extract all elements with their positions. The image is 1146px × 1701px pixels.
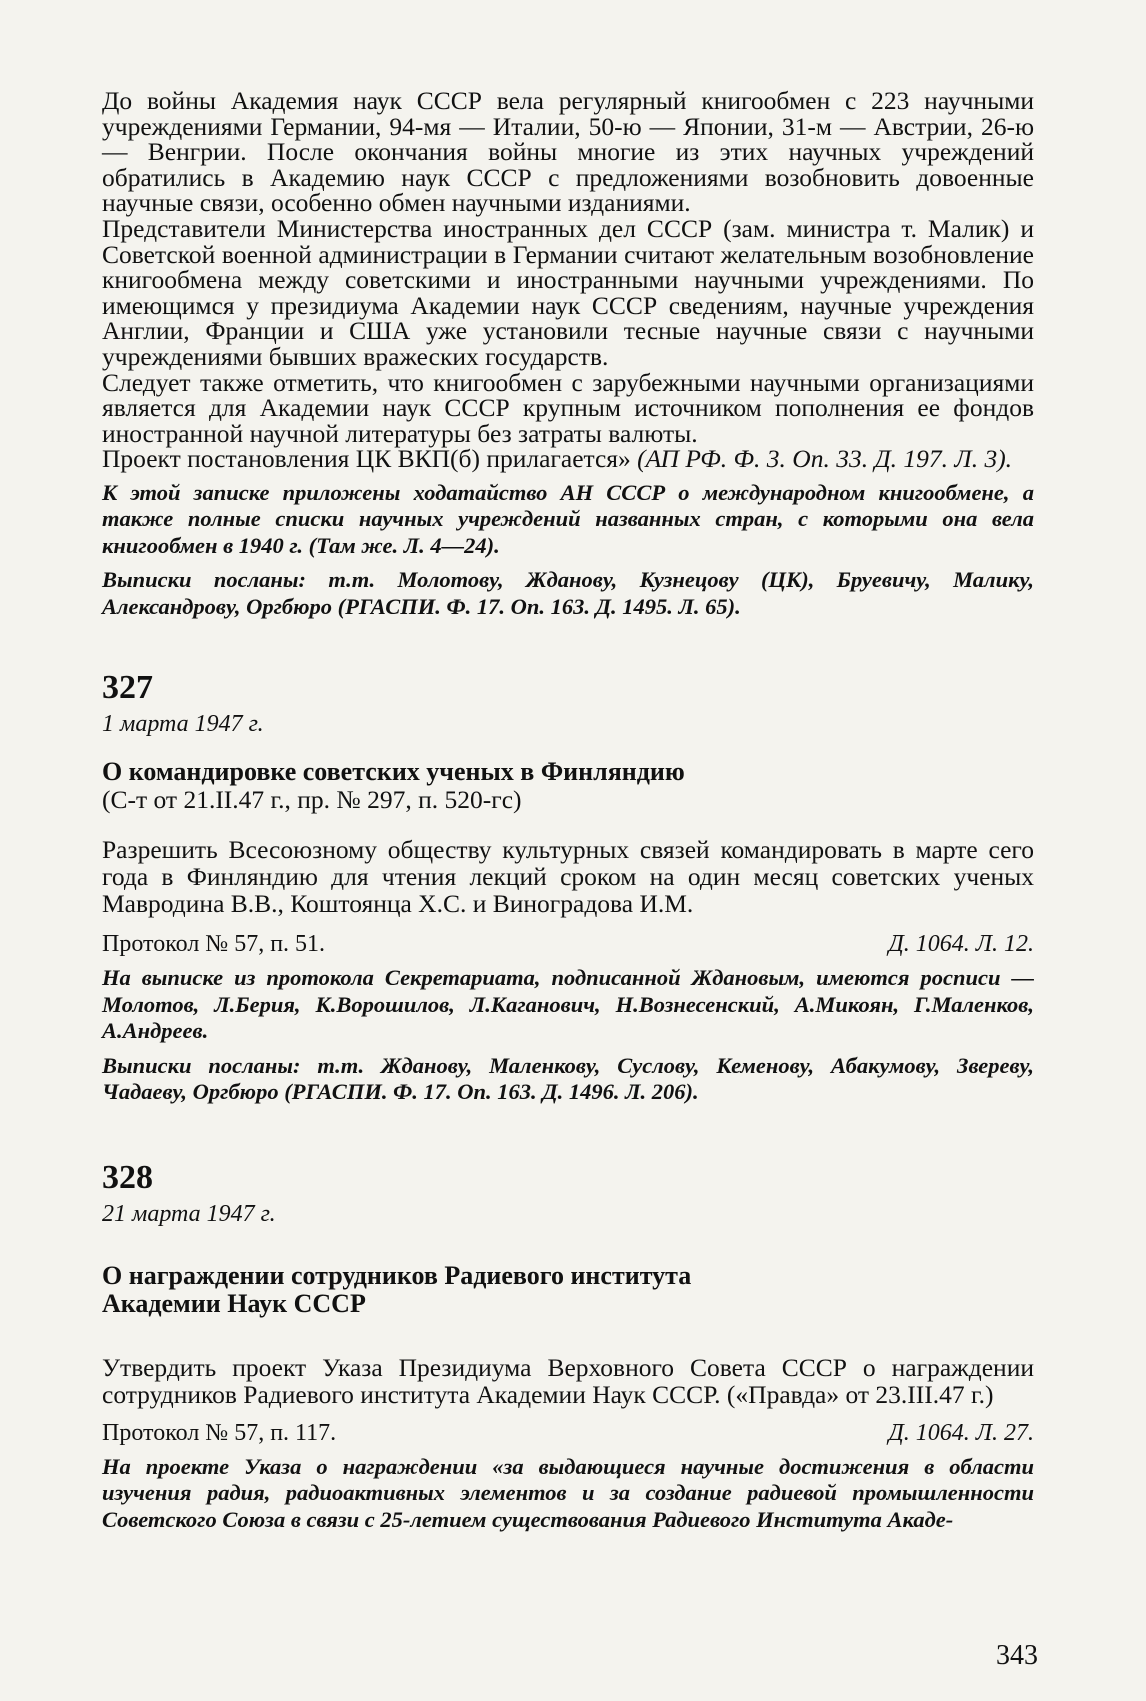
note-327-2: Выписки посланы: т.т. Жданову, Маленкову, Суслову, Кеменову, Абакумову, Звереву, Чадаеву, Оргбюро (РГАСПИ. Ф. 17. Оп. 163. Д. 1496. Л. 206). xyxy=(102,1052,1034,1105)
resolution-327: Разрешить Всесоюзному обществу культурных связей командировать в марте сего года в Финляндию для чтения лекций сроком на один месяц советских ученых Мавродина В.В., Коштоянца Х.С. и Виноградова И.М. xyxy=(102,835,1034,919)
intro-note-1: К этой записке приложены ходатайство АН СССР о международном книгообмене, а также полные списки научных учреждений названных стран, с которыми она вела книгообмен в 1940 г. (Там же. Л. 4—24). xyxy=(102,479,1034,558)
resolution-328: Утвердить проект Указа Президиума Верховного Совета СССР о награждении сотрудников Радиевого института Академии Наук СССР. («Правда» от 23.III.47 г.) xyxy=(102,1352,1034,1409)
protocol-line-328 xyxy=(102,1420,1034,1446)
document-number-328: 328 xyxy=(102,1158,153,1196)
document-title-327: О командировке советских ученых в Финляндию xyxy=(102,757,685,787)
document-title-328-line2: Академии Наук СССР xyxy=(102,1288,366,1318)
archive-reference: (АП РФ. Ф. 3. Оп. 33. Д. 197. Л. 3). xyxy=(637,444,1013,474)
intro-note-2: Выписки посланы: т.т. Молотову, Жданову, Кузнецову (ЦК), Бруевичу, Малику, Александрову, Оргбюро (РГАСПИ. Ф. 17. Оп. 163. Д. 1495. Л. 65). xyxy=(102,567,1034,619)
reference-328: Д. 1064. Л. 27. xyxy=(888,1419,1034,1446)
protocol-327: Протокол № 57, п. 51. xyxy=(102,931,326,958)
protocol-328: Протокол № 57, п. 117. xyxy=(102,1419,337,1446)
intro-paragraph-2: Представители Министерства иностранных дел СССР (зам. министра т. Малик) и Советской военной администрации в Германии считают желательным возобновление книгообмена между советскими и иностранными научными учреждениями. По имеющимся у президиума Академии наук СССР сведениям, научные учреждения Англии, Франции и США уже установили тесные научные связи с научными учреждениями бывших вражеских государств. xyxy=(102,213,1034,371)
intro-paragraph-4 xyxy=(102,446,1034,472)
document-number-327: 327 xyxy=(102,669,153,707)
page-number: 343 xyxy=(996,1640,1038,1671)
page-body xyxy=(102,88,1034,1533)
intro-paragraph-4-text: Проект постановления ЦК ВКП(б) прилагается» xyxy=(102,444,638,474)
intro-paragraph-3: Следует также отметить, что книгообмен с зарубежными научными организациями является для Академии наук СССР крупным источником пополнения ее фондов иностранной научной литературы без затраты валюты. xyxy=(102,367,1034,448)
document-title-328-line1: О награждении сотрудников Радиевого института xyxy=(102,1260,692,1290)
document-date-327: 1 марта 1947 г. xyxy=(102,711,264,738)
note-327-1: На выписке из протокола Секретариата, подписанной Ждановым, имеются росписи — Молотов, Л.Берия, К.Ворошилов, Л.Каганович, Н.Вознесенский, А.Микоян, Г.Маленков, А.Андреев. xyxy=(102,965,1034,1044)
document-date-328: 21 марта 1947 г. xyxy=(102,1200,276,1227)
intro-paragraph-1: До войны Академия наук СССР вела регулярный книгообмен с 223 научными учреждениями Германии, 94-мя — Италии, 50-ю — Японии, 31-м — Австрии, 26-ю — Венгрии. После окончания войны многие из этих научных учреждений обратились в Академию наук СССР с предложениями возобновить довоенные научные связи, особенно обмен научными изданиями. xyxy=(102,86,1034,218)
reference-327: Д. 1064. Л. 12. xyxy=(888,931,1034,958)
document-subtitle-327: (С-т от 21.II.47 г., пр. № 297, п. 520-гс) xyxy=(102,785,522,815)
protocol-line-327 xyxy=(102,931,1034,957)
note-328-1: На проекте Указа о награждении «за выдающиеся научные достижения в области изучения радия, радиоактивных элементов и за создание радиевой промышленности Советского Союза в связи с 25-летием существования Радиевого Института Акаде- xyxy=(102,1453,1034,1532)
